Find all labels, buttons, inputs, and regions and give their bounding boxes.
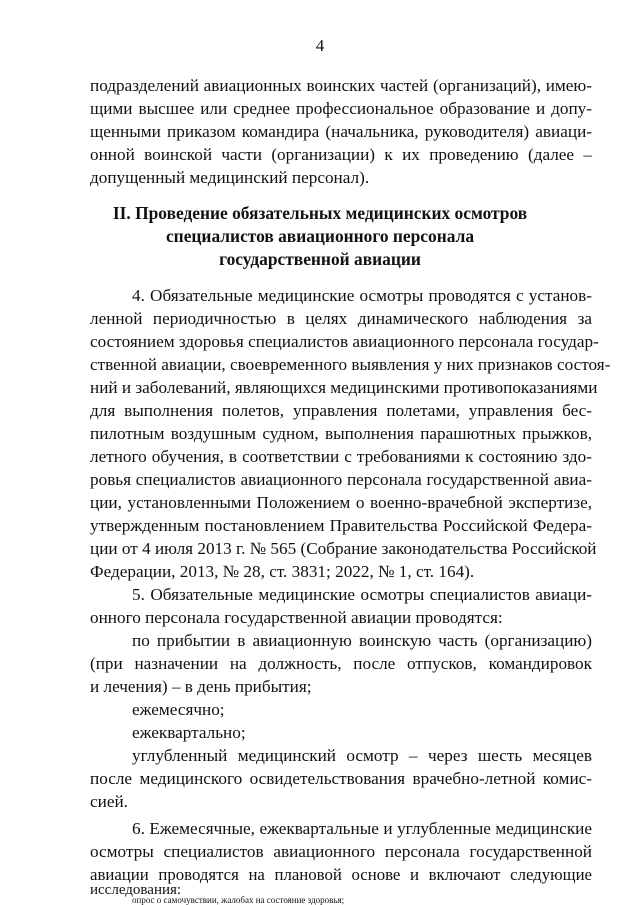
section-heading-line: специалистов авиационного персонала [165,226,475,246]
para4-line: ции от 4 июля 2013 г. № 565 (Собрание законодательства Российской [90,539,597,558]
para5-item-line: углубленный медицинский осмотр – через шесть месяцев [132,746,592,765]
para4-line: ний и заболеваний, являющихся медицинскими противопоказаниями [90,378,598,397]
intro-line: онной воинской части (организации) к их проведению (далее – [90,145,592,164]
para4-line: ленной периодичностью в целях динамического наблюдения за [90,309,592,328]
para4-line: 4. Обязательные медицинские осмотры проводятся с установ- [132,286,592,305]
intro-line: подразделений авиационных воинских частей (организаций), имею- [90,76,592,95]
para5-item-line: и лечения) – в день прибытия; [90,677,312,696]
section-heading-line: II. Проведение обязательных медицинских осмотров [112,203,528,223]
para4-line: пилотным воздушным судном, выполнения парашютных прыжков, [90,424,592,443]
para4-line: ровья специалистов авиационного персонала государственной авиа- [90,470,592,489]
para5-item-line: ежеквартально; [132,723,246,742]
para6-line: опрос о самочувствии, жалобах на состояние здоровья; [132,895,345,905]
para5-line: 5. Обязательные медицинские осмотры специалистов авиаци- [132,585,592,604]
para4-line: утвержденным постановлением Правительства Российской Федера- [90,516,592,535]
para4-line: летного обучения, в соответствии с требованиями к состоянию здо- [90,447,592,466]
para5-item-line: ежемесячно; [132,700,225,719]
para6-line: авиации проводятся на плановой основе и включают следующие [90,865,592,884]
para4-line: Федерации, 2013, № 28, ст. 3831; 2022, № 1, ст. 164). [90,562,475,581]
intro-line: допущенный медицинский персонал). [90,168,370,187]
para4-line: для выполнения полетов, управления полетами, управления бес- [90,401,592,420]
para5-line: онного персонала государственной авиации проводятся: [90,608,503,627]
para4-line: ственной авиации, своевременного выявления у них признаков состоя- [90,355,611,374]
intro-line: щими высшее или среднее профессиональное образование и допу- [90,99,592,118]
page-number: 4 [315,36,325,55]
para4-line: состоянием здоровья специалистов авиационного персонала государ- [90,332,599,351]
para6-line: исследования: [90,882,182,898]
para6-line: 6. Ежемесячные, ежеквартальные и углубленные медицинские [132,819,592,838]
intro-line: щенными приказом командира (начальника, руководителя) авиаци- [90,122,592,141]
para5-item-line: сией. [90,792,128,811]
section-heading-line: государственной авиации [219,249,421,269]
para4-line: ции, установленными Положением о военно-врачебной экспертизе, [90,493,592,512]
para5-item-line: по прибытии в авиационную воинскую часть (организацию) [132,631,592,650]
para6-line: осмотры специалистов авиационного персонала государственной [90,842,592,861]
para5-item-line: после медицинского освидетельствования врачебно-летной комис- [90,769,592,788]
para5-item-line: (при назначении на должность, после отпусков, командировок [90,654,592,673]
